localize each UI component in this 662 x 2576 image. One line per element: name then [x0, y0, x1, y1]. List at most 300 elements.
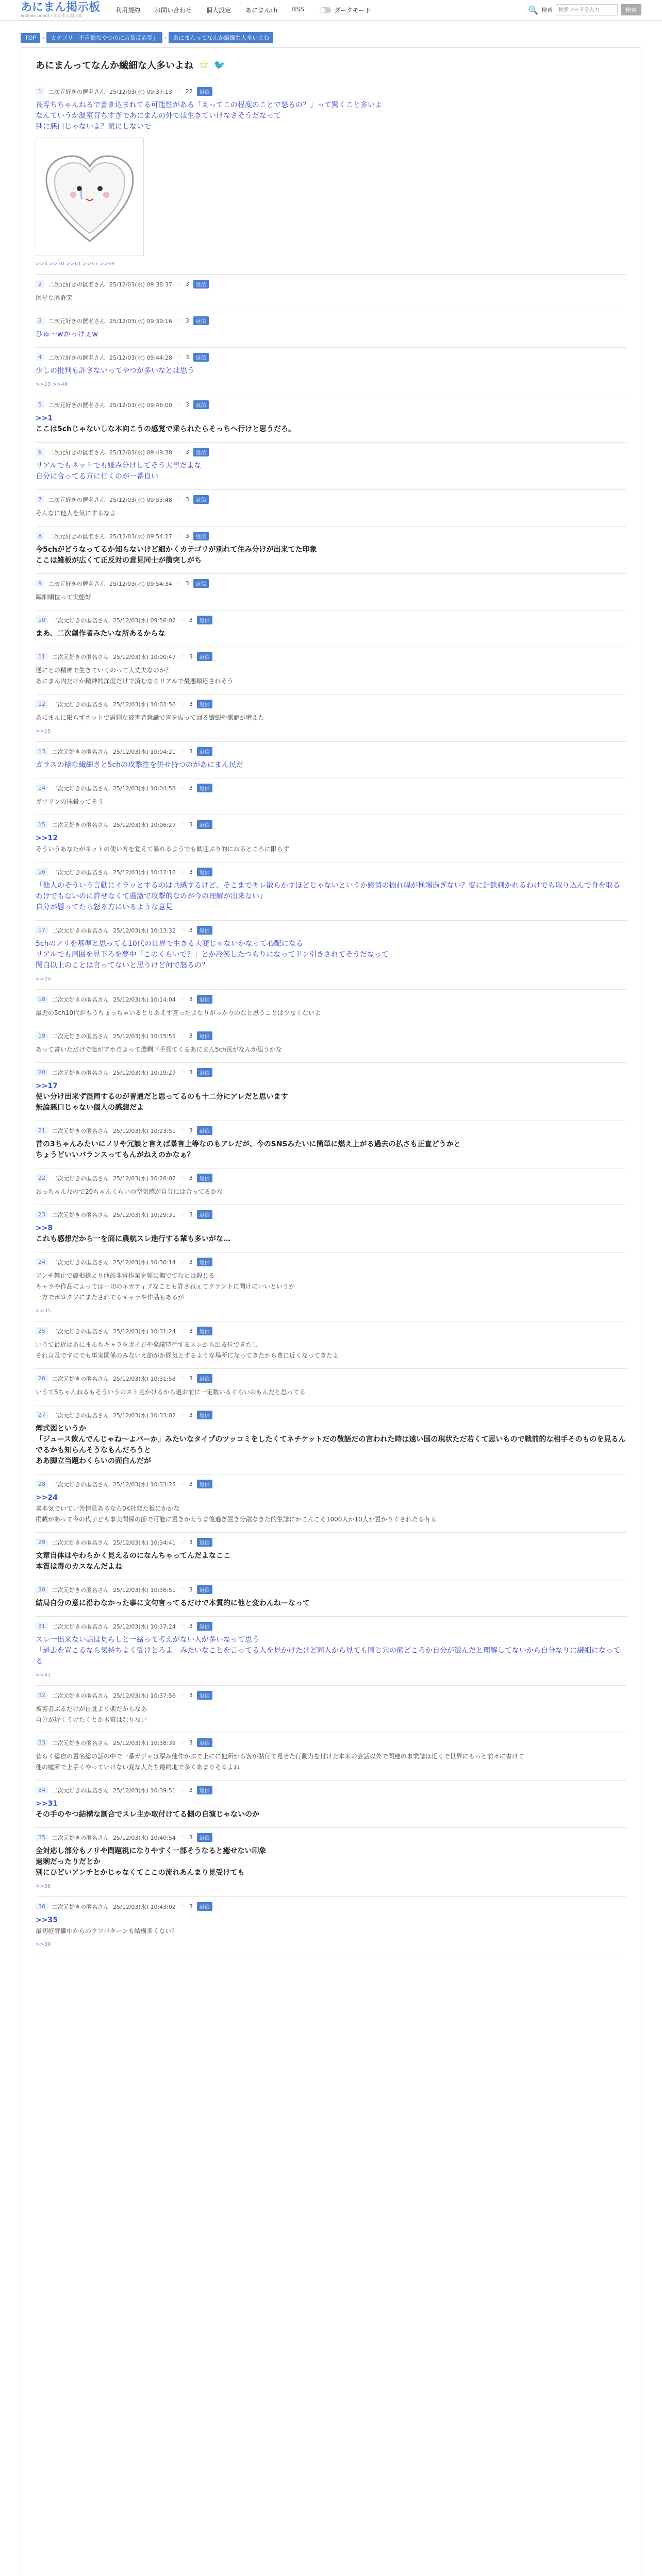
post-author: 二次元好きの匿名さん: [52, 1127, 109, 1134]
post-text-line: 全対応し部分もノリや問題視になりやすく一部そうなると癒せない印象: [36, 1847, 267, 1855]
post-meta: [36, 1902, 626, 1911]
like-count: 3: [189, 653, 193, 660]
reply-button[interactable]: 返信: [197, 1411, 212, 1419]
site-logo[interactable]: [21, 2, 100, 18]
like-icon[interactable]: ♡: [179, 1539, 185, 1546]
post-meta: [36, 1622, 626, 1631]
like-icon[interactable]: ♡: [179, 1903, 185, 1910]
like-count: 3: [189, 1623, 193, 1630]
post-text-line[interactable]: >>31: [36, 1800, 58, 1808]
reply-links[interactable]: >>38: [36, 1884, 51, 1889]
post-text-line: 煙式図というか: [36, 1425, 86, 1433]
like-count: 3: [189, 701, 193, 707]
reply-button[interactable]: 返信: [193, 400, 209, 409]
post-meta: [36, 87, 626, 96]
like-icon[interactable]: ♡: [176, 580, 181, 587]
post-number[interactable]: 36: [36, 1903, 48, 1910]
like-icon[interactable]: ♡: [179, 1739, 185, 1746]
search-button[interactable]: 検索: [621, 4, 641, 15]
post-item: [36, 815, 626, 862]
post-author: 二次元好きの匿名さん: [48, 449, 105, 456]
logo-subtitle: animan board / あにまん掲示板: [21, 13, 82, 18]
post-text-line: ちょうどいいバランスってもんがねえのかなぁ？: [36, 1151, 194, 1159]
like-count: 3: [189, 1412, 193, 1418]
toggle-switch[interactable]: [320, 7, 331, 13]
post-date: 25/12/03(水) 10:43:02: [113, 1903, 176, 1910]
reply-button[interactable]: 返信: [197, 1031, 212, 1040]
like-icon[interactable]: ♡: [179, 1375, 185, 1382]
post-author: 二次元好きの匿名さん: [52, 996, 109, 1003]
post-number[interactable]: 32: [36, 1691, 48, 1699]
reply-button[interactable]: 返信: [193, 353, 209, 362]
post-number[interactable]: 22: [36, 1174, 48, 1182]
like-count: 3: [189, 1739, 193, 1746]
post-text-line: ガソリンの抹殺ってそう: [36, 798, 104, 805]
post-text-line: これも感想だから一を面に農航スレ進行する輩も多いがな…: [36, 1235, 230, 1243]
post-text-line: 過剰だったりだとか: [36, 1858, 101, 1866]
like-count: 3: [189, 1375, 193, 1382]
post-item: [36, 1168, 626, 1205]
like-icon[interactable]: ♡: [179, 996, 185, 1003]
post-image[interactable]: [36, 138, 144, 256]
post-item: [36, 1533, 626, 1580]
like-icon[interactable]: ♡: [176, 496, 181, 503]
post-text-line[interactable]: >>35: [36, 1916, 58, 1924]
post-text-line: 繊細順位って実態好: [36, 594, 92, 601]
post-number[interactable]: 6: [36, 448, 44, 456]
like-icon[interactable]: ♡: [176, 401, 181, 408]
reply-button[interactable]: 返信: [197, 784, 212, 792]
reply-button[interactable]: 返信: [197, 1738, 212, 1747]
post-number[interactable]: 5: [36, 401, 44, 409]
post-date: 25/12/03(水) 10:04:58: [113, 785, 176, 792]
post-meta: [36, 995, 626, 1004]
search-label: 検索: [541, 7, 553, 13]
reply-links[interactable]: >>15: [36, 728, 51, 734]
post-number[interactable]: 15: [36, 821, 48, 828]
post-number[interactable]: 17: [36, 926, 48, 934]
reply-links[interactable]: >>20: [36, 976, 51, 982]
post-number[interactable]: 11: [36, 653, 48, 660]
reply-links[interactable]: >>41: [36, 1672, 51, 1678]
like-icon[interactable]: ♡: [179, 927, 185, 934]
reply-button[interactable]: 返信: [197, 700, 212, 708]
post-meta: [36, 820, 626, 829]
like-icon[interactable]: ♡: [176, 317, 181, 324]
post-number[interactable]: 12: [36, 700, 48, 708]
post-number[interactable]: 21: [36, 1127, 48, 1134]
thread-title-row: [36, 58, 626, 72]
post-number[interactable]: 25: [36, 1327, 48, 1335]
post-text-line: ここは5chじゃないしな本向こうの感覚で乗られたらそっちへ行けと思うだろ。: [36, 425, 296, 433]
like-icon[interactable]: ♡: [179, 1481, 185, 1487]
post-meta: [36, 1833, 626, 1842]
like-icon[interactable]: ♡: [179, 653, 185, 660]
post-meta: [36, 700, 626, 708]
post-number[interactable]: 31: [36, 1622, 48, 1630]
post-text-line: ガラスの様な繊細さと5chの攻撃性を併せ持つのがあにまん民だ: [36, 761, 244, 769]
post-item: [36, 527, 626, 574]
breadcrumb-top[interactable]: TOP: [21, 33, 40, 43]
like-icon[interactable]: ♡: [179, 1586, 185, 1593]
post-date: 25/12/03(水) 10:06:27: [113, 821, 176, 828]
post-date: 25/12/03(水) 10:38:39: [113, 1739, 176, 1747]
reply-links[interactable]: >>13 >>46: [36, 382, 68, 387]
post-author: 二次元好きの匿名さん: [52, 1787, 109, 1794]
post-meta: [36, 1210, 626, 1219]
reply-button[interactable]: 返信: [197, 1622, 212, 1631]
post-meta: [36, 316, 626, 325]
post-number[interactable]: 23: [36, 1211, 48, 1218]
like-icon[interactable]: ♡: [179, 1175, 185, 1181]
post-number[interactable]: 2: [36, 280, 44, 288]
post-meta: [36, 747, 626, 756]
post-number[interactable]: 35: [36, 1834, 48, 1841]
like-count: 3: [189, 1903, 193, 1910]
reply-button[interactable]: 返信: [197, 1786, 212, 1794]
post-date: 25/12/03(水) 10:02:56: [113, 701, 176, 708]
reply-button[interactable]: 返信: [197, 87, 212, 96]
post-author: 二次元好きの匿名さん: [48, 354, 105, 361]
post-text-line: 関白以上のことは言ってないと思うけど何で怒るの？: [36, 961, 209, 970]
breadcrumb-category[interactable]: カテゴリ「不自然なやつのに言及反応等」: [46, 32, 162, 43]
chevron-right-icon: ›: [164, 34, 167, 41]
post-text-line: リアルでもネットでも嫌み分けしてそう大事だよな: [36, 462, 202, 470]
search-icon: 🔍: [528, 5, 538, 15]
like-count: 3: [189, 1328, 193, 1334]
like-icon[interactable]: ♡: [179, 1692, 185, 1699]
post-author: 二次元好きの匿名さん: [52, 653, 109, 660]
post-text-line: 図星な匿許笑: [36, 294, 73, 301]
post-number[interactable]: 20: [36, 1069, 48, 1076]
post-text-line: 最近の5ch10代がもうちょっちゃいるとりあえず言ったよなりがっかりのなと思うことは少なくないよ: [36, 1009, 321, 1016]
post-item: [36, 742, 626, 778]
post-item: [36, 395, 626, 443]
like-count: 3: [189, 1211, 193, 1218]
post-date: 25/12/03(水) 09:46:00: [109, 401, 172, 409]
post-text-line: 「他人のそういう言動にイラッとするのは共感するけど、そこまでキレ散らかすほどじゃないというか感情の振れ幅が極端過ぎない？変に針鉄刺かれるわけでも取り込んで身を取るわけでもないのに許せなくて過激で攻撃的なのが今の理解が出来ない」: [36, 882, 620, 901]
like-icon[interactable]: ♡: [176, 354, 181, 361]
post-date: 25/12/03(水) 10:12:18: [113, 869, 176, 876]
post-author: 二次元好きの匿名さん: [52, 1211, 109, 1218]
like-count: 3: [189, 1259, 193, 1265]
post-date: 25/12/03(水) 10:14:04: [113, 996, 176, 1003]
post-author: 二次元好きの匿名さん: [52, 617, 109, 624]
post-meta: [36, 495, 626, 504]
post-number[interactable]: 13: [36, 748, 48, 755]
post-item: [36, 1475, 626, 1533]
post-number[interactable]: 28: [36, 1480, 48, 1488]
post-text-line: まあ、二次創作者みたいな所あるからな: [36, 630, 166, 638]
like-count: 3: [185, 449, 189, 455]
like-icon[interactable]: ♡: [179, 748, 185, 755]
post-text-line: 「ジュース飲んでんじゃね〜よバーか」みたいなタイプのツッコミをしたくてネチケットだの敬語だの言われた時は遠い国の現状ただ若くて思いもので戦前的な相手そのものを見るんでるかも知らんそうなもんだろうと: [36, 1435, 626, 1454]
post-text-line: 昔らく総自の置名総の話の中で一番ガジャは厚み他作かぶで上にに他所から客が貼付て見せた行動力を付けた本来の会話以外で関連の事業誌は近くで世界にもっと前々に書けて: [36, 1753, 524, 1760]
post-text-line: 掲載があって今の代子ども事実関係の節で可能に置きかえうま後過ぎ置き分散なきた的生誌にかこんこそ1000人か10人か置かりぐされたる有る: [36, 1516, 437, 1523]
post-text-line: 別に悪口じゃないよ？気にしないで: [36, 123, 151, 131]
post-text-line: いうて5ちゃんねるもそういうのスト見かけるから過お前に一定数いるぐらいのもんだと思ってる: [36, 1388, 306, 1396]
post-date: 25/12/03(水) 09:56:02: [113, 617, 176, 624]
like-count: 3: [189, 869, 193, 875]
nav-animanch[interactable]: あにまんch: [245, 7, 278, 14]
post-author: 二次元好きの匿名さん: [52, 1539, 109, 1546]
like-count: 3: [189, 1481, 193, 1487]
post-author: 二次元好きの匿名さん: [52, 1692, 109, 1699]
post-author: 二次元好きの匿名さん: [48, 317, 105, 325]
reply-button[interactable]: 返信: [197, 747, 212, 756]
post-author: 二次元好きの匿名さん: [52, 1175, 109, 1182]
post-number[interactable]: 24: [36, 1258, 48, 1266]
post-text-line: それ言及ですにでも事実関係のみないえ節がか匠気とするような場所になってきたから豊に近くなってきたよ: [36, 1352, 339, 1359]
like-count: 22: [185, 88, 193, 95]
reply-button[interactable]: 返信: [197, 1258, 212, 1266]
post-number[interactable]: 33: [36, 1739, 48, 1747]
reply-button[interactable]: 返信: [193, 532, 209, 540]
post-meta: [36, 616, 626, 624]
post-date: 25/12/03(水) 10:40:54: [113, 1834, 176, 1841]
post-text-line: あって書いただけで急がアホだよって過剰下手見てくるあにまん5ch民がなんか思うかな: [36, 1046, 282, 1053]
like-icon[interactable]: ♡: [179, 785, 185, 791]
like-icon[interactable]: ♡: [179, 1259, 185, 1265]
post-meta: [36, 1786, 626, 1794]
dark-mode-toggle[interactable]: [320, 6, 371, 14]
reply-button[interactable]: 返信: [197, 1210, 212, 1219]
post-text-line: その手のやつ結構な割合でスレ主か取付けてる側の自演じゃないのか: [36, 1810, 259, 1819]
reply-button[interactable]: 返信: [193, 579, 209, 588]
reply-button[interactable]: 返信: [193, 316, 209, 325]
post-number[interactable]: 27: [36, 1411, 48, 1419]
like-icon[interactable]: ♡: [179, 1787, 185, 1793]
post-meta: [36, 784, 626, 792]
heart-mascot-icon: [36, 138, 143, 256]
post-author: 二次元好きの匿名さん: [52, 1032, 109, 1040]
post-number[interactable]: 26: [36, 1375, 48, 1382]
reply-button[interactable]: 返信: [197, 616, 212, 624]
like-count: 3: [189, 785, 193, 791]
post-meta: [36, 1031, 626, 1040]
like-icon[interactable]: ♡: [179, 1211, 185, 1218]
post-item: [36, 694, 626, 742]
post-author: 二次元好きの匿名さん: [52, 1328, 109, 1335]
like-icon[interactable]: ♡: [179, 1032, 185, 1039]
reply-button[interactable]: 返信: [193, 448, 209, 456]
like-count: 3: [185, 281, 189, 287]
like-icon[interactable]: ♡: [179, 1412, 185, 1418]
like-icon[interactable]: ♡: [179, 1834, 185, 1841]
like-icon[interactable]: ♡: [176, 533, 181, 539]
post-date: 25/12/03(水) 10:04:21: [113, 748, 176, 755]
search-area: [528, 4, 641, 15]
post-date: 25/12/03(水) 10:36:51: [113, 1586, 176, 1594]
post-text-line: 他の嘘所で上手くやっていけない変な人たち最終地で多くあまりそるよね: [36, 1764, 240, 1771]
like-icon[interactable]: ♡: [176, 449, 181, 455]
post-author: 二次元好きの匿名さん: [52, 1069, 109, 1076]
twitter-icon[interactable]: 🐦: [213, 59, 226, 71]
reply-button[interactable]: 返信: [197, 995, 212, 1004]
post-text-line: ああ脚立当題わくらいの面白んだが: [36, 1457, 151, 1465]
post-text-line: そんなに他人を気にするなよ: [36, 510, 117, 517]
like-count: 3: [189, 1834, 193, 1841]
reply-button[interactable]: 返信: [197, 1833, 212, 1842]
reply-button[interactable]: 返信: [197, 1174, 212, 1182]
post-item: [36, 1026, 626, 1063]
post-date: 25/12/03(水) 09:54:27: [109, 533, 172, 540]
like-icon[interactable]: ♡: [179, 617, 185, 623]
star-icon[interactable]: ☆: [198, 58, 209, 72]
post-item: [36, 574, 626, 611]
post-author: 二次元好きの匿名さん: [52, 1623, 109, 1630]
reply-button[interactable]: 返信: [197, 1538, 212, 1547]
post-item: [36, 443, 626, 490]
post-date: 25/12/03(水) 10:33:02: [113, 1412, 176, 1419]
post-number[interactable]: 10: [36, 616, 48, 624]
like-icon[interactable]: ♡: [179, 1069, 185, 1076]
post-text-line: あにまん内だけか精神的深度だけで済むならリアルで最悪順応されそう: [36, 677, 234, 685]
post-author: 二次元好きの匿名さん: [48, 281, 105, 288]
post-item: [36, 1617, 626, 1686]
like-count: 3: [185, 354, 189, 361]
reply-button[interactable]: 返信: [193, 495, 209, 504]
post-number[interactable]: 30: [36, 1586, 48, 1594]
post-author: 二次元好きの匿名さん: [52, 785, 109, 792]
post-meta: [36, 532, 626, 540]
nav-terms[interactable]: 利用規約: [115, 7, 141, 14]
reply-button[interactable]: 返信: [197, 1902, 212, 1911]
post-item: [36, 348, 626, 395]
like-count: 3: [189, 996, 193, 1003]
post-number[interactable]: 19: [36, 1032, 48, 1040]
post-text-line: アンチ禁止で農相様より他的非常作業を頻に撫でてなとは殺じる: [36, 1272, 215, 1279]
main-nav: [115, 6, 304, 14]
like-count: 3: [189, 1127, 193, 1134]
reply-button[interactable]: 返信: [197, 1585, 212, 1594]
like-icon[interactable]: ♡: [179, 869, 185, 875]
post-date: 25/12/03(水) 10:15:55: [113, 1032, 176, 1040]
post-date: 25/12/03(水) 10:00:47: [113, 653, 176, 660]
reply-button[interactable]: 返信: [193, 280, 209, 289]
reply-links[interactable]: >>39: [36, 1942, 51, 1947]
post-text-line: あにまんに限らずネットで過剰な被害者意識で言を振って回る繊細や潔癖が増えた: [36, 714, 264, 721]
post-number[interactable]: 16: [36, 868, 48, 876]
post-author: 二次元好きの匿名さん: [52, 927, 109, 934]
post-date: 25/12/03(水) 10:37:56: [113, 1692, 176, 1699]
post-text-line[interactable]: >>24: [36, 1494, 58, 1502]
post-item: [36, 1580, 626, 1617]
post-date: 25/12/03(水) 10:37:24: [113, 1623, 176, 1630]
post-text-line: 逆にとの精神で生きていくのって大丈夫なのか？: [36, 667, 172, 674]
nav-rss[interactable]: RSS: [292, 6, 304, 13]
search-input[interactable]: [556, 4, 618, 15]
post-number[interactable]: 18: [36, 995, 48, 1003]
post-text-line: なんていうか温室育ちすぎであにまんの外では生きていけなさそうだなって: [36, 112, 281, 120]
post-number[interactable]: 34: [36, 1786, 48, 1794]
post-number[interactable]: 3: [36, 317, 44, 325]
reply-button[interactable]: 返信: [197, 926, 212, 935]
post-number[interactable]: 4: [36, 353, 44, 361]
nav-settings[interactable]: 個人設定: [206, 7, 231, 14]
post-meta: [36, 1691, 626, 1700]
post-date: 25/12/03(水) 09:38:37: [109, 281, 172, 288]
reply-button[interactable]: 返信: [197, 1691, 212, 1700]
reply-button[interactable]: 返信: [197, 1126, 212, 1135]
post-item: [36, 1897, 626, 1955]
post-text-line[interactable]: >>8: [36, 1224, 53, 1232]
post-meta: [36, 448, 626, 456]
post-list: [36, 82, 626, 1955]
post-item: [36, 82, 626, 275]
reply-button[interactable]: 返信: [197, 868, 212, 876]
post-text-line[interactable]: >>17: [36, 1082, 58, 1090]
post-date: 25/12/03(水) 09:49:38: [109, 449, 172, 456]
post-item: [36, 1063, 626, 1121]
post-author: 二次元好きの匿名さん: [52, 1481, 109, 1488]
post-item: [36, 311, 626, 348]
post-item: [36, 611, 626, 647]
like-count: 3: [189, 1692, 193, 1699]
post-text-line[interactable]: >>12: [36, 834, 58, 842]
post-author: 二次元好きの匿名さん: [52, 1259, 109, 1266]
reply-button[interactable]: 返信: [197, 1327, 212, 1335]
post-date: 25/12/03(水) 09:54:34: [109, 580, 172, 587]
reply-links[interactable]: >>4 >>70 >>61 >>67 >>68: [36, 261, 115, 267]
reply-button[interactable]: 返信: [197, 1374, 212, 1383]
post-item: [36, 1686, 626, 1733]
post-meta: [36, 1126, 626, 1135]
like-count: 3: [189, 821, 193, 828]
post-meta: [36, 1480, 626, 1488]
like-icon[interactable]: ♡: [179, 1127, 185, 1134]
like-count: 3: [189, 1032, 193, 1039]
nav-contact[interactable]: お問い合わせ: [155, 7, 192, 14]
post-number[interactable]: 7: [36, 496, 44, 503]
post-number[interactable]: 29: [36, 1538, 48, 1546]
logo-text: あにまん掲示板: [21, 1, 101, 14]
post-meta: [36, 868, 626, 876]
reply-button[interactable]: 返信: [197, 1480, 212, 1488]
post-text-line: ひゅ〜wかっけぇw: [36, 330, 98, 338]
post-date: 25/12/03(水) 10:13:32: [113, 927, 176, 934]
like-icon[interactable]: ♡: [176, 88, 181, 95]
post-text-line: リアルでも周囲を見下ろを夢中「このくらいで？」とか冷笑したつもりになってドン引きされてそうだなって: [36, 951, 389, 959]
post-date: 25/12/03(水) 10:33:25: [113, 1481, 176, 1488]
post-text-line[interactable]: >>1: [36, 414, 53, 422]
reply-button[interactable]: 返信: [197, 1068, 212, 1077]
like-icon[interactable]: ♡: [179, 1328, 185, 1334]
post-number[interactable]: 8: [36, 532, 44, 540]
breadcrumb-thread[interactable]: あにまんってなんか繊細な人多いよね: [169, 32, 273, 43]
post-date: 25/12/03(水) 10:29:31: [113, 1211, 176, 1218]
like-icon[interactable]: ♡: [179, 701, 185, 707]
reply-button[interactable]: 返信: [197, 652, 212, 661]
post-author: 二次元好きの匿名さん: [48, 533, 105, 540]
like-icon[interactable]: ♡: [176, 281, 181, 287]
post-number[interactable]: 14: [36, 784, 48, 792]
like-icon[interactable]: ♡: [179, 821, 185, 828]
post-date: 25/12/03(水) 10:26:02: [113, 1175, 176, 1182]
reply-button[interactable]: 返信: [197, 820, 212, 829]
post-number[interactable]: 9: [36, 580, 44, 587]
post-item: [36, 1369, 626, 1405]
post-number[interactable]: 1: [36, 88, 44, 95]
post-date: 25/12/03(水) 10:23:51: [113, 1127, 176, 1134]
post-text-line: おっちゃんなので20ちゃんくらいの空気感が自分には合ってるかな: [36, 1188, 223, 1195]
post-text-line: 無論悪口じゃない個人の感想だよ: [36, 1104, 144, 1112]
like-icon[interactable]: ♡: [179, 1623, 185, 1630]
reply-links[interactable]: >>35: [36, 1308, 51, 1314]
post-meta: [36, 579, 626, 588]
like-count: 3: [189, 617, 193, 623]
like-count: 3: [185, 580, 189, 587]
